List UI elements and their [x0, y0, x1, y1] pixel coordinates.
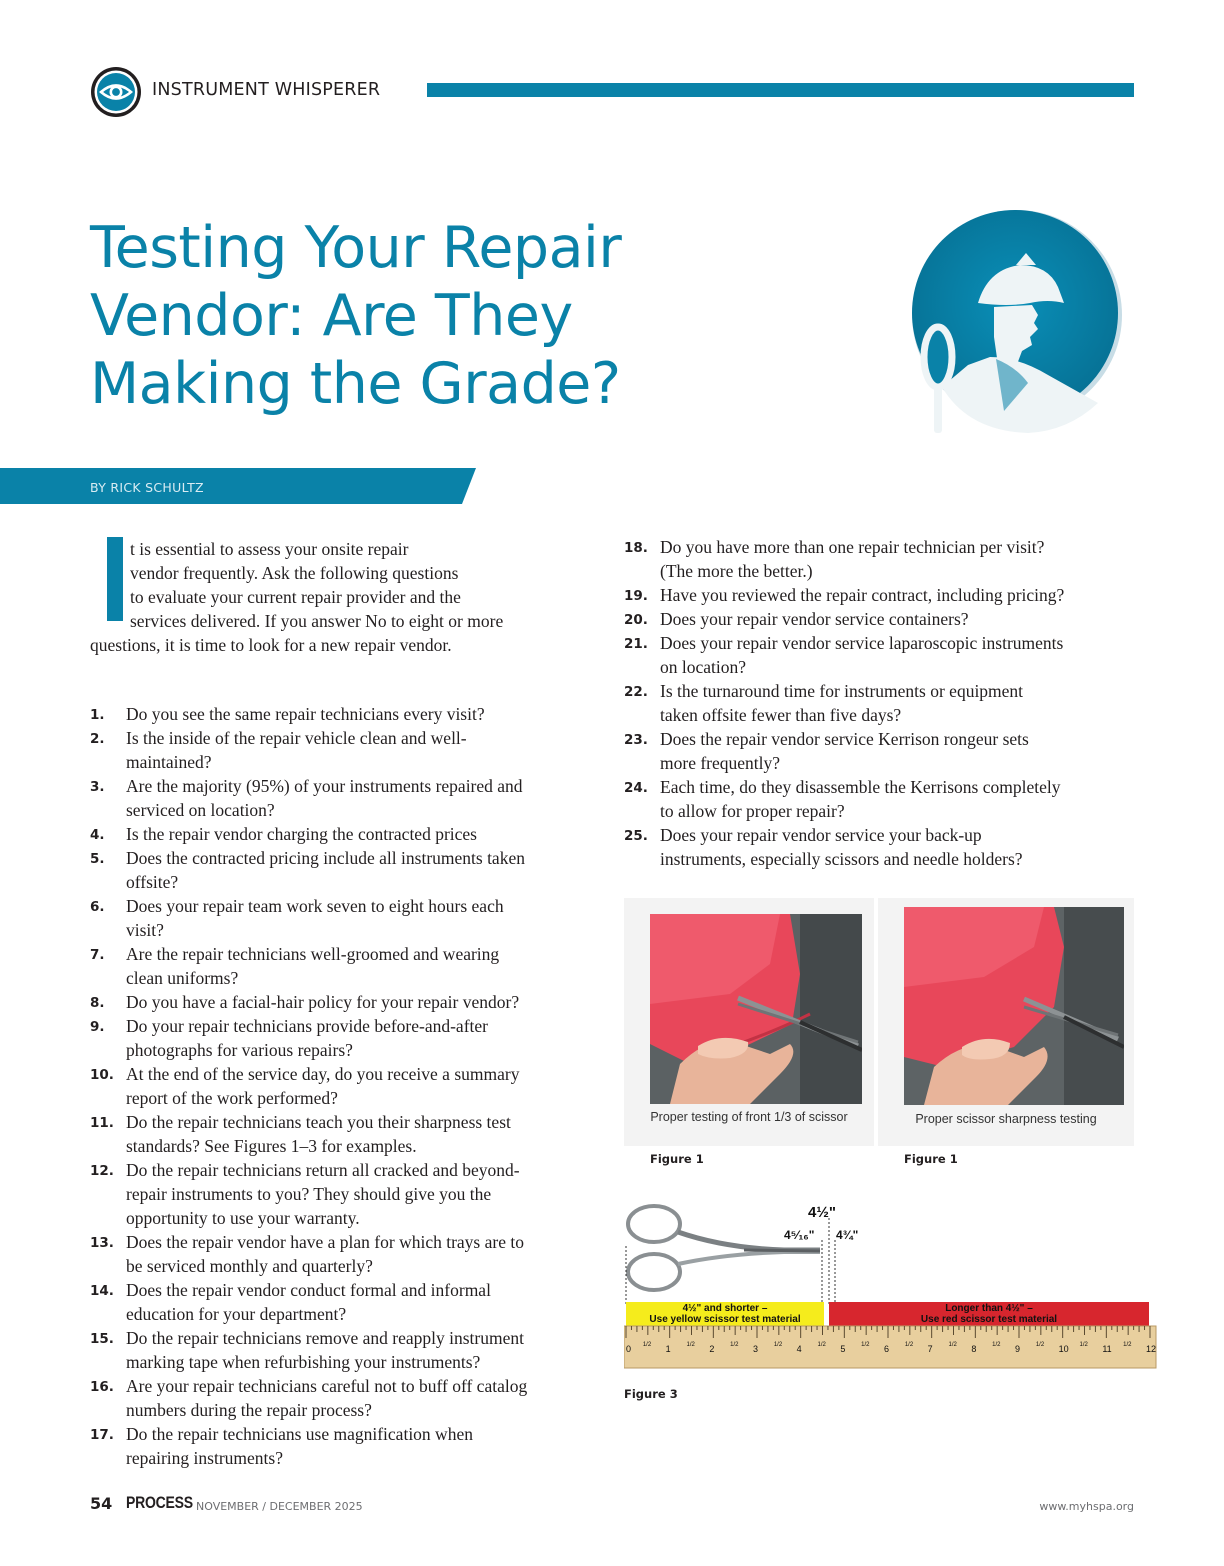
site-url[interactable]: www.myhspa.org: [1039, 1500, 1134, 1513]
ruler-number: 3: [753, 1344, 759, 1354]
figure-caption: Proper scissor sharpness testing: [915, 1112, 1097, 1126]
ruler-half-label: 1/2: [1035, 1342, 1045, 1348]
ruler-half-label: 1/2: [1123, 1342, 1132, 1348]
ruler-half-label: 1/2: [1079, 1342, 1088, 1348]
measure-label-right: 4¾": [836, 1228, 859, 1242]
ruler-number: 9: [1015, 1344, 1021, 1354]
ruler-number: 5: [840, 1344, 846, 1354]
intro-line: services delivered. If you answer No to eight or more: [130, 611, 504, 631]
ruler-number: 0: [626, 1344, 632, 1354]
intro-line: vendor frequently. Ask the following questions: [130, 563, 459, 583]
intro-line: t is essential to assess your onsite repair: [130, 539, 409, 559]
ruler-number: 8: [971, 1344, 977, 1354]
intro-line: to evaluate your current repair provider and the: [130, 587, 461, 607]
ruler-half-label: 1/2: [817, 1342, 826, 1348]
yellow-band-label: 4½" and shorter – Use yellow scissor test material: [649, 1303, 801, 1325]
ruler-number: 10: [1058, 1344, 1069, 1354]
byline-band: [0, 468, 476, 504]
ruler-half-label: 1/2: [773, 1342, 783, 1348]
ruler-number: 12: [1146, 1344, 1157, 1354]
ruler-number: 4: [796, 1344, 802, 1354]
ruler-number: 2: [709, 1344, 715, 1354]
section-label: INSTRUMENT WHISPERER: [152, 80, 381, 100]
byline: BY RICK SCHULTZ: [90, 480, 204, 495]
ruler-half-label: 1/2: [730, 1342, 739, 1348]
eye-icon: [90, 66, 142, 118]
measure-label-left: 4⁵⁄₁₆": [784, 1228, 815, 1242]
ruler-half-label: 1/2: [642, 1342, 652, 1348]
drop-cap: [107, 537, 123, 621]
detective-illustration: [898, 207, 1136, 437]
ruler-number: 7: [927, 1344, 933, 1354]
ruler-half-label: 1/2: [904, 1342, 914, 1348]
header-rule: [427, 83, 1134, 97]
figure-3: [624, 1196, 1158, 1372]
figure-caption: Proper testing of front 1/3 of scissor: [650, 1110, 848, 1124]
issue-date: NOVEMBER / DECEMBER 2025: [196, 1500, 363, 1513]
figure-label: Figure 1: [904, 1152, 958, 1166]
figure-label: Figure 1: [650, 1152, 704, 1166]
magazine-name: PROCESS: [126, 1494, 193, 1512]
ruler-number: 1: [665, 1344, 671, 1354]
scissor-ruler-diagram: [624, 1196, 1158, 1372]
scissor-test-photo: [650, 914, 862, 1104]
figure-1b-card: [878, 898, 1134, 1146]
figure-label: Figure 3: [624, 1387, 678, 1401]
ruler-half-label: 1/2: [861, 1342, 870, 1348]
ruler-half-label: 1/2: [686, 1342, 695, 1348]
ruler-number: 6: [884, 1344, 890, 1354]
measure-label-top: 4½": [808, 1204, 836, 1221]
intro-line: questions, it is time to look for a new repair vendor.: [90, 635, 452, 655]
page-number: 54: [90, 1494, 113, 1513]
ruler-half-label: 1/2: [948, 1342, 957, 1348]
figure-1a-card: [624, 898, 874, 1146]
scissor-sharpness-photo: [904, 907, 1124, 1105]
ruler-half-label: 1/2: [992, 1342, 1001, 1348]
ruler-number: 11: [1102, 1344, 1112, 1354]
article-title: Testing Your Repair Vendor: Are They Making the Grade?: [90, 215, 622, 417]
red-band-label: Longer than 4½" – Use red scissor test material: [920, 1303, 1058, 1325]
